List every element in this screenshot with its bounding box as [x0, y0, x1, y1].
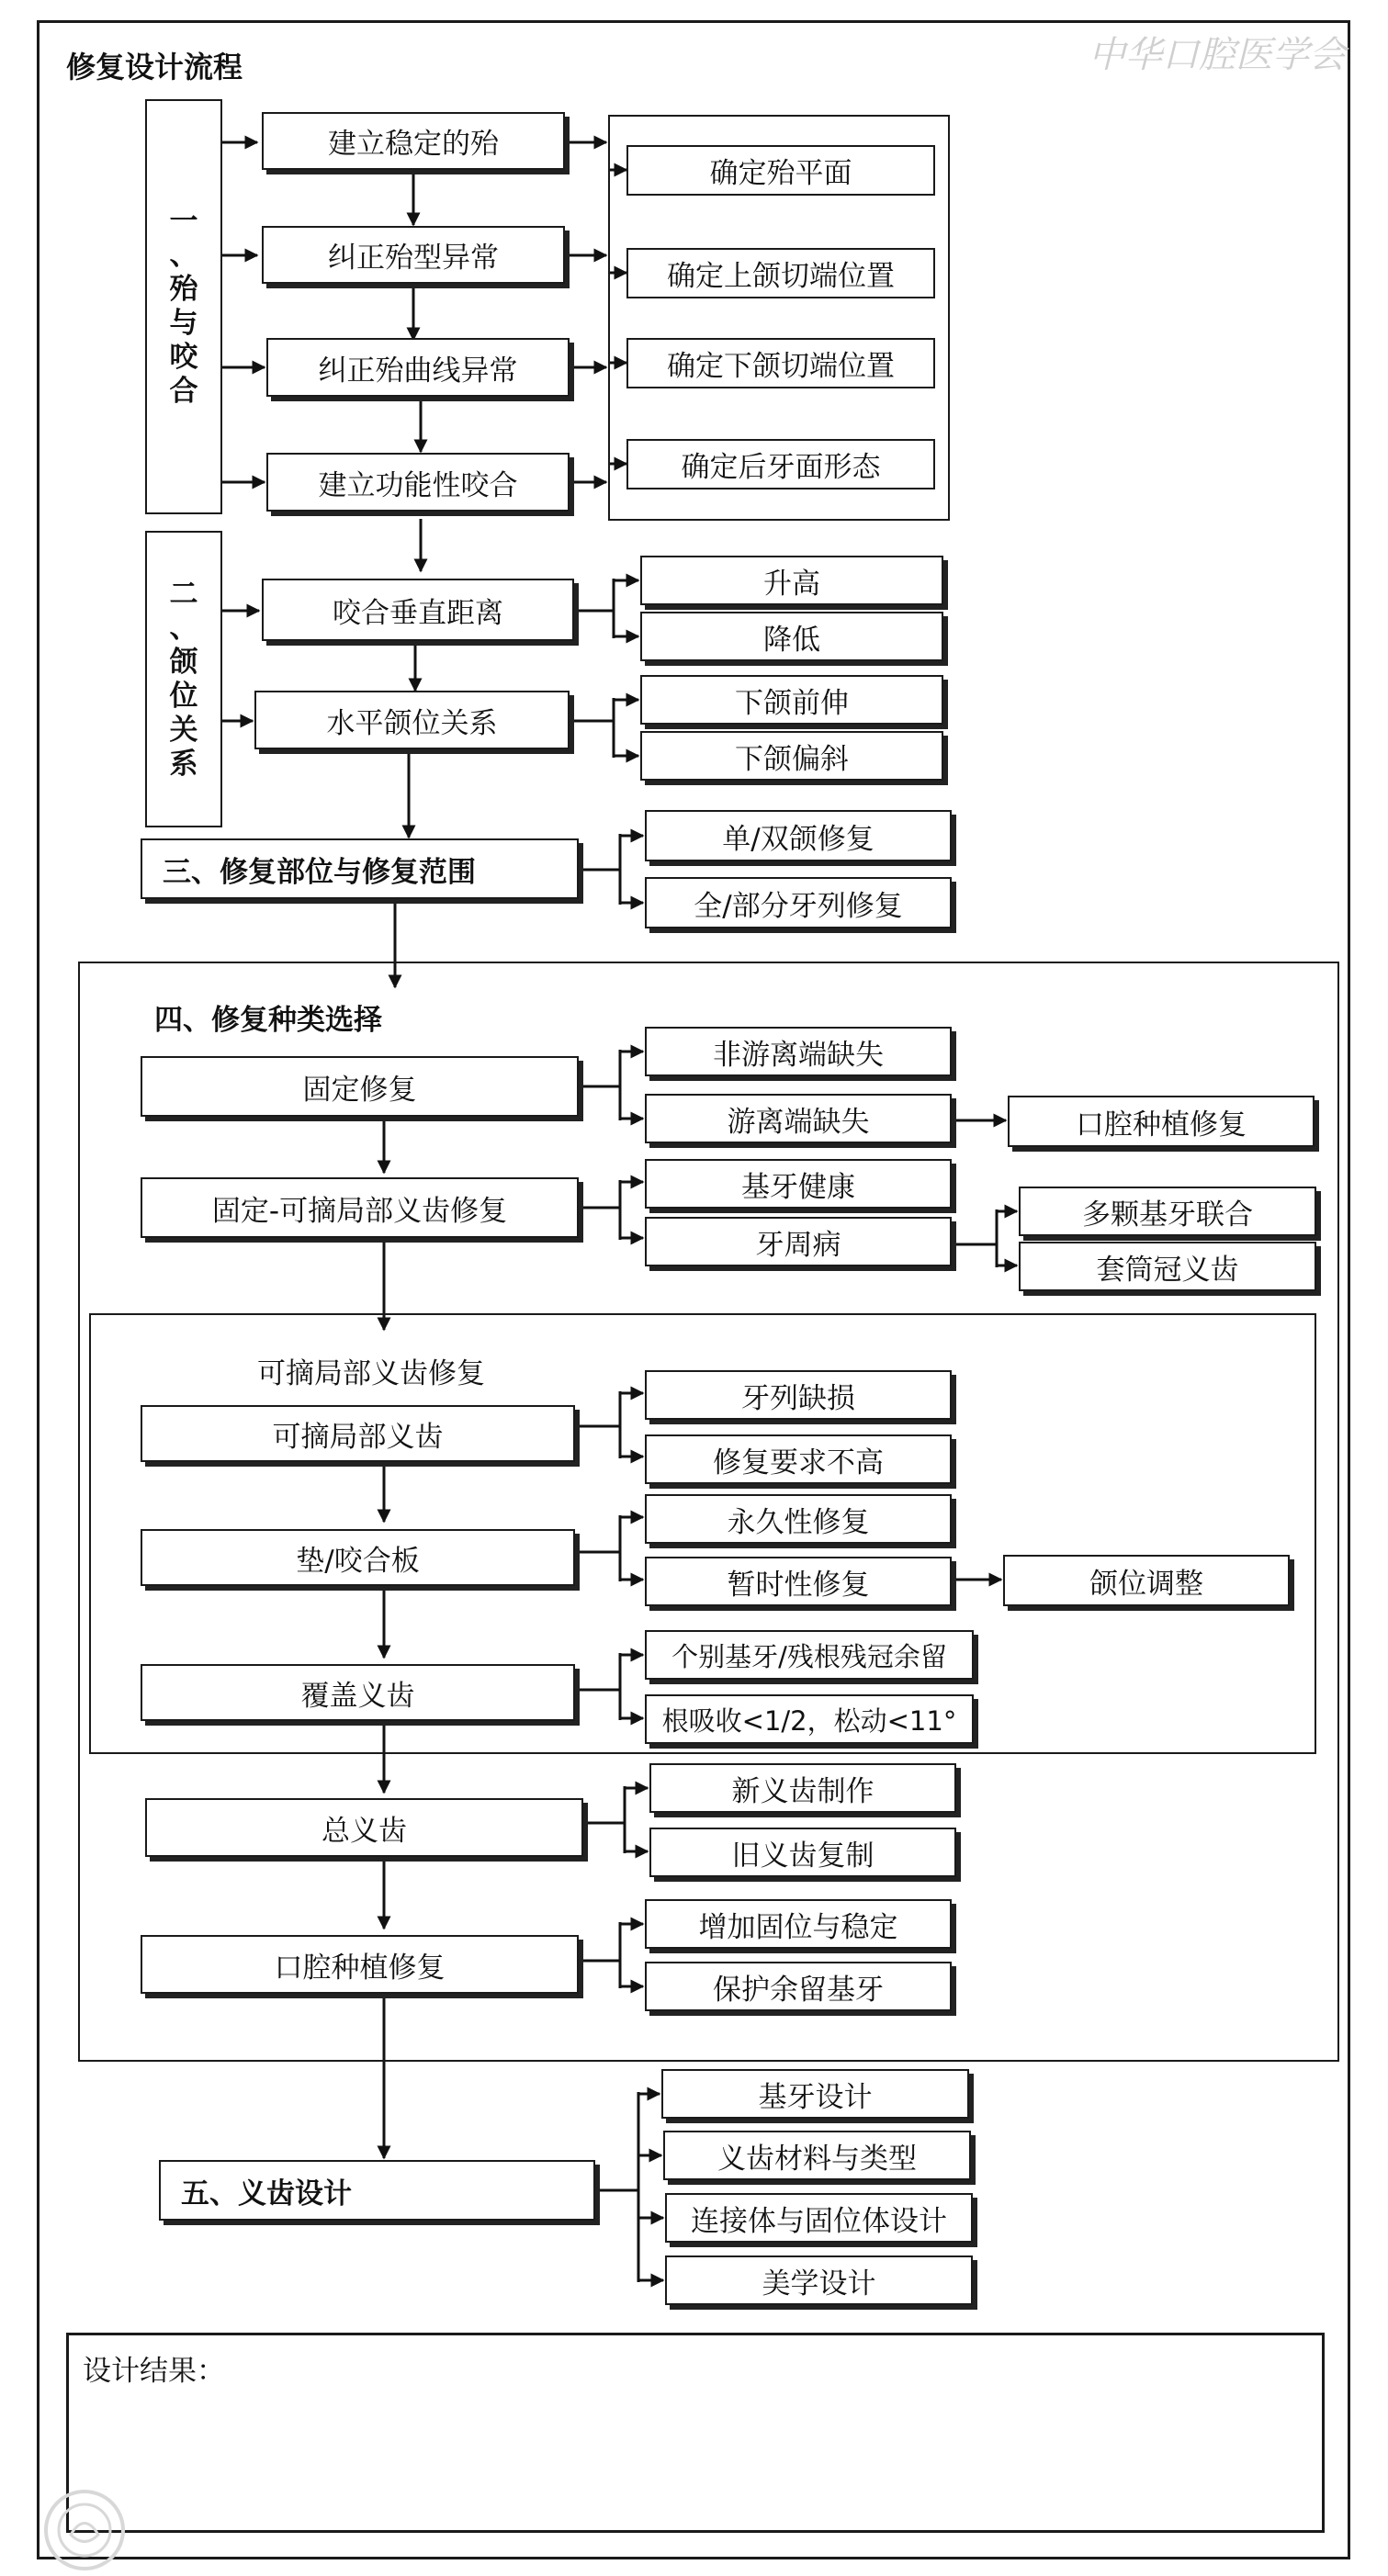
removable-partial-denture: 可摘局部义齿: [141, 1405, 575, 1462]
option-jaw-adjustment: 颌位调整: [1003, 1555, 1290, 1606]
step-correct-occlusion-type: 纠正殆型异常: [262, 226, 565, 284]
option-temporary: 暂时性修复: [645, 1557, 952, 1606]
option-full-partial-arch: 全/部分牙列修复: [645, 877, 952, 928]
design-result-box: [66, 2333, 1325, 2533]
option-raise: 升高: [640, 556, 943, 605]
society-seal-icon: [39, 2484, 130, 2576]
option-connector-retainer: 连接体与固位体设计: [665, 2193, 973, 2243]
vertical-dimension: 咬合垂直距离: [262, 579, 574, 641]
detail-occlusal-plane: 确定殆平面: [626, 145, 935, 196]
section5-title: 五、义齿设计: [159, 2160, 595, 2221]
option-protect-abutment: 保护余留基牙: [645, 1962, 952, 2011]
section3-title: 三、修复部位与修复范围: [141, 838, 579, 899]
detail-posterior-form: 确定后牙面形态: [626, 439, 935, 489]
option-single-double-arch: 单/双颌修复: [645, 810, 952, 861]
section1-label: 一 、 殆 与 咬 合: [145, 99, 222, 514]
design-result-label: 设计结果：: [83, 2355, 225, 2388]
option-telescopic-denture: 套筒冠义齿: [1019, 1242, 1316, 1291]
option-non-free-end: 非游离端缺失: [645, 1027, 952, 1076]
section4-title: 四、修复种类选择: [154, 1004, 382, 1037]
option-new-denture: 新义齿制作: [649, 1763, 956, 1813]
option-lower: 降低: [640, 612, 943, 661]
watermark: 中华口腔医学会: [1089, 34, 1346, 76]
option-permanent: 永久性修复: [645, 1494, 952, 1544]
option-periodontal-disease: 牙周病: [645, 1217, 952, 1266]
option-low-requirement: 修复要求不高: [645, 1434, 952, 1484]
option-protrusion: 下颌前伸: [640, 675, 943, 725]
overdenture: 覆盖义齿: [141, 1664, 575, 1721]
horizontal-jaw-relation: 水平颌位关系: [254, 691, 570, 749]
option-root-resorption: 根吸收<1/2，松动<11°: [645, 1694, 974, 1744]
option-denture-duplicate: 旧义齿复制: [649, 1828, 956, 1877]
fixed-removable-restoration: 固定-可摘局部义齿修复: [141, 1177, 579, 1238]
option-abutment-design: 基牙设计: [661, 2069, 969, 2119]
option-free-end: 游离端缺失: [645, 1094, 952, 1143]
detail-lower-incisal: 确定下颌切端位置: [626, 338, 935, 388]
option-dentition-defect: 牙列缺损: [645, 1370, 952, 1420]
section2-label: 二 、 颌 位 关 系: [145, 531, 222, 827]
fixed-restoration: 固定修复: [141, 1056, 579, 1117]
option-aesthetic-design: 美学设计: [665, 2255, 973, 2305]
step-functional-occlusion: 建立功能性咬合: [266, 453, 570, 512]
implant-restoration: 口腔种植修复: [141, 1935, 579, 1994]
complete-denture: 总义齿: [145, 1798, 583, 1857]
step-correct-occlusal-curve: 纠正殆曲线异常: [266, 338, 570, 397]
option-deviation: 下颌偏斜: [640, 731, 943, 781]
option-multiple-abutments: 多颗基牙联合: [1019, 1187, 1316, 1236]
detail-upper-incisal: 确定上颌切端位置: [626, 248, 935, 298]
implant-restoration-extra: 口腔种植修复: [1008, 1096, 1315, 1147]
splint-occlusal-plate: 垫/咬合板: [141, 1529, 575, 1586]
step-stable-occlusion: 建立稳定的殆: [262, 112, 565, 170]
page-title: 修复设计流程: [66, 50, 243, 84]
option-material-type: 义齿材料与类型: [663, 2131, 971, 2180]
option-healthy-abutment: 基牙健康: [645, 1159, 952, 1209]
removable-heading: 可摘局部义齿修复: [257, 1357, 485, 1390]
option-retention-stability: 增加固位与稳定: [645, 1899, 952, 1949]
option-residual-roots: 个别基牙/残根残冠余留: [645, 1630, 974, 1680]
